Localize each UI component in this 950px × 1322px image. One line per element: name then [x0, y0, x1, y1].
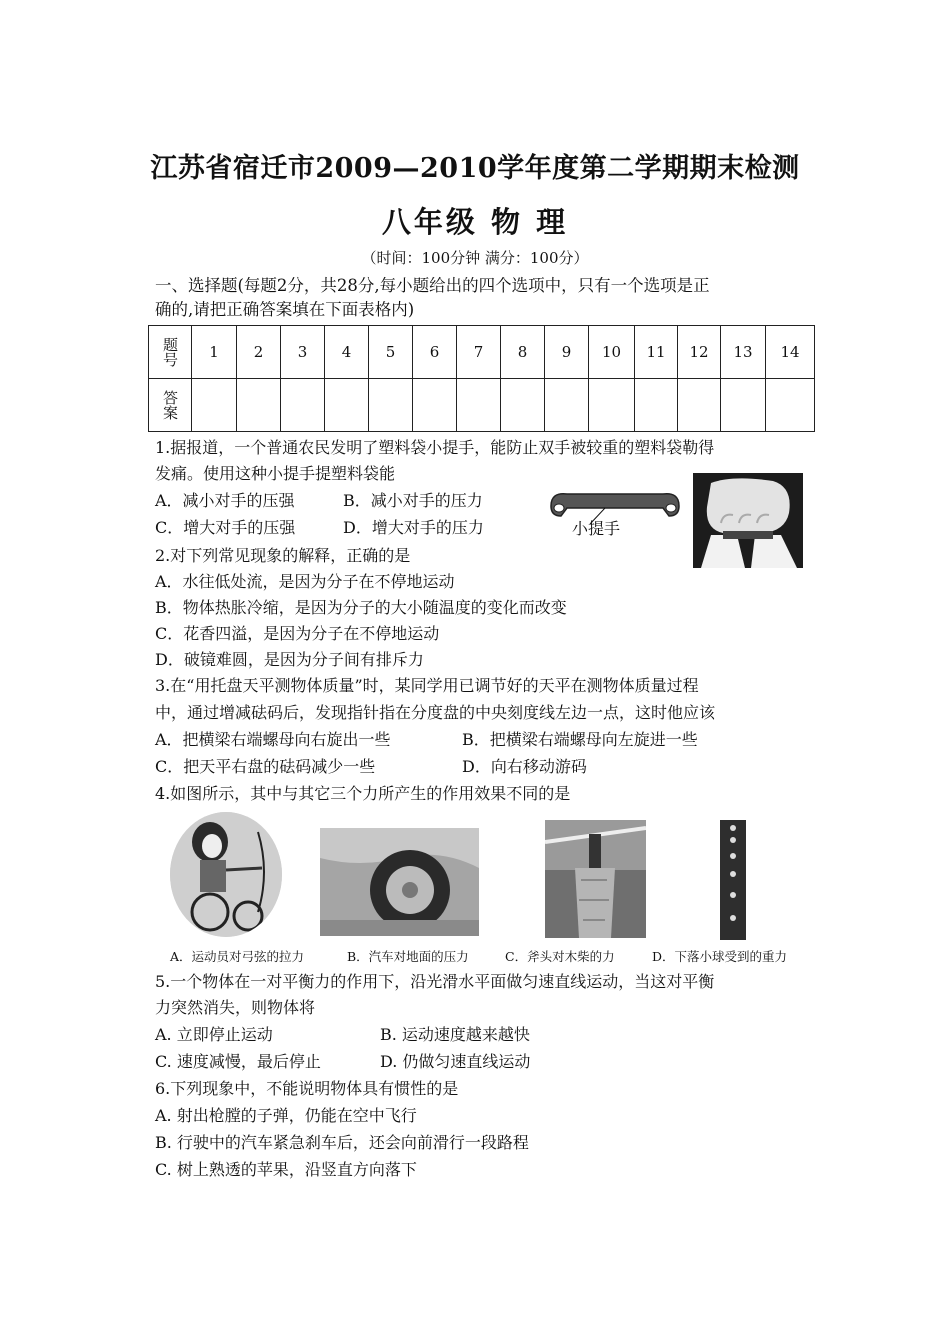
q1-stem-line1: 1.据报道，一个普通农民发明了塑料袋小提手，能防止双手被较重的塑料袋勒得 — [155, 438, 715, 457]
q2-stem: 2.对下列常见现象的解释，正确的是 — [155, 546, 411, 565]
answer-table-number: 11 — [635, 326, 678, 379]
answer-table-number: 12 — [678, 326, 721, 379]
q4-stem: 4.如图所示，其中与其它三个力所产生的作用效果不同的是 — [155, 784, 571, 803]
q5-stem-line1: 5.一个物体在一对平衡力的作用下，沿光滑水平面做匀速直线运动，当这对平衡 — [155, 972, 715, 991]
answer-table-answer-row — [149, 379, 815, 432]
q2-option-d: D．破镜难圆，是因为分子间有排斥力 — [155, 650, 424, 669]
answer-table-number-row — [149, 326, 815, 379]
answer-cell[interactable] — [413, 379, 457, 432]
section-heading-line2: 确的,请把正确答案填在下面表格内) — [155, 300, 415, 319]
q3-option-c: C．把天平右盘的砝码减少一些 — [155, 757, 376, 776]
q4-caption-a: A．运动员对弓弦的拉力 — [170, 949, 305, 964]
answer-cell[interactable] — [589, 379, 635, 432]
q3-option-b: B．把横梁右端螺母向左旋进一些 — [462, 730, 698, 749]
answer-table-number: 8 — [501, 326, 545, 379]
q1-option-d: D．增大对手的压力 — [343, 518, 484, 537]
answer-table-number: 6 — [413, 326, 457, 379]
q2-option-b: B．物体热胀冷缩，是因为分子的大小随温度的变化而改变 — [155, 598, 567, 617]
q3-stem-line2: 中，通过增减砝码后，发现指针指在分度盘的中央刻度线左边一点，这时他应该 — [155, 703, 716, 722]
archer-photo — [170, 812, 282, 937]
q1-option-c: C．增大对手的压强 — [155, 518, 296, 537]
answer-table-number: 10 — [589, 326, 635, 379]
q5-option-a: A. 立即停止运动 — [155, 1025, 273, 1044]
answer-cell[interactable] — [281, 379, 325, 432]
answer-table-number: 5 — [369, 326, 413, 379]
q6-option-c: C. 树上熟透的苹果，沿竖直方向落下 — [155, 1160, 417, 1179]
answer-table — [148, 325, 815, 432]
q6-option-b: B. 行驶中的汽车紧急刹车后，还会向前滑行一段路程 — [155, 1133, 529, 1152]
q1-option-b: B．减小对手的压力 — [343, 491, 483, 510]
answer-table-number: 2 — [237, 326, 281, 379]
answer-cell[interactable] — [369, 379, 413, 432]
exam-time-info: （时间：100分钟 满分：100分） — [361, 249, 589, 267]
answer-cell[interactable] — [192, 379, 237, 432]
answer-cell[interactable] — [457, 379, 501, 432]
answer-table-number: 9 — [545, 326, 589, 379]
exam-subtitle: 八年级 物 理 — [381, 205, 569, 239]
hand-holding-bag-photo — [693, 473, 803, 568]
q5-stem-line2: 力突然消失，则物体将 — [155, 998, 316, 1017]
q6-stem: 6.下列现象中，不能说明物体具有惯性的是 — [155, 1079, 459, 1098]
answer-cell[interactable] — [325, 379, 369, 432]
answer-cell[interactable] — [237, 379, 281, 432]
answer-cell[interactable] — [635, 379, 678, 432]
answer-cell[interactable] — [678, 379, 721, 432]
q5-option-d: D. 仍做匀速直线运动 — [380, 1052, 531, 1071]
q5-option-b: B. 运动速度越来越快 — [380, 1025, 530, 1044]
section-heading-line1: 一、选择题(每题2分，共28分,每小题给出的四个选项中，只有一个选项是正 — [155, 276, 710, 295]
q4-caption-c: C．斧头对木柴的力 — [505, 949, 615, 964]
answer-table-number: 13 — [721, 326, 766, 379]
answer-table-number: 14 — [766, 326, 815, 379]
answer-cell[interactable] — [721, 379, 766, 432]
answer-cell[interactable] — [766, 379, 815, 432]
answer-table-header-number: 题号 — [149, 326, 192, 379]
q3-option-d: D．向右移动游码 — [462, 757, 587, 776]
q3-option-a: A．把横梁右端螺母向右旋出一些 — [155, 730, 391, 749]
answer-cell[interactable] — [501, 379, 545, 432]
answer-table-number: 7 — [457, 326, 501, 379]
q5-option-c: C. 速度减慢，最后停止 — [155, 1052, 321, 1071]
q2-option-a: A．水往低处流，是因为分子在不停地运动 — [155, 572, 455, 591]
answer-table-number: 4 — [325, 326, 369, 379]
falling-ball-photo — [720, 820, 746, 940]
q3-stem-line1: 3.在“用托盘天平测物体质量”时，某同学用已调节好的天平在测物体质量过程 — [155, 676, 699, 695]
q1-option-a: A．减小对手的压强 — [155, 491, 295, 510]
car-tire-photo — [320, 828, 479, 936]
q6-option-a: A. 射出枪膛的子弹，仍能在空中飞行 — [155, 1106, 417, 1125]
axe-wood-photo — [545, 820, 646, 938]
q1-figure-label: 小提手 — [572, 519, 621, 538]
answer-table-number: 1 — [192, 326, 237, 379]
q4-caption-d: D．下落小球受到的重力 — [652, 949, 788, 964]
q2-option-c: C．花香四溢，是因为分子在不停地运动 — [155, 624, 440, 643]
exam-title: 江苏省宿迁市2009—2010学年度第二学期期末检测 — [150, 153, 800, 184]
answer-cell[interactable] — [545, 379, 589, 432]
q1-stem-line2: 发痛。使用这种小提手提塑料袋能 — [155, 464, 396, 483]
q4-caption-b: B．汽车对地面的压力 — [347, 949, 469, 964]
answer-table-number: 3 — [281, 326, 325, 379]
answer-table-header-answer: 答案 — [149, 379, 192, 432]
